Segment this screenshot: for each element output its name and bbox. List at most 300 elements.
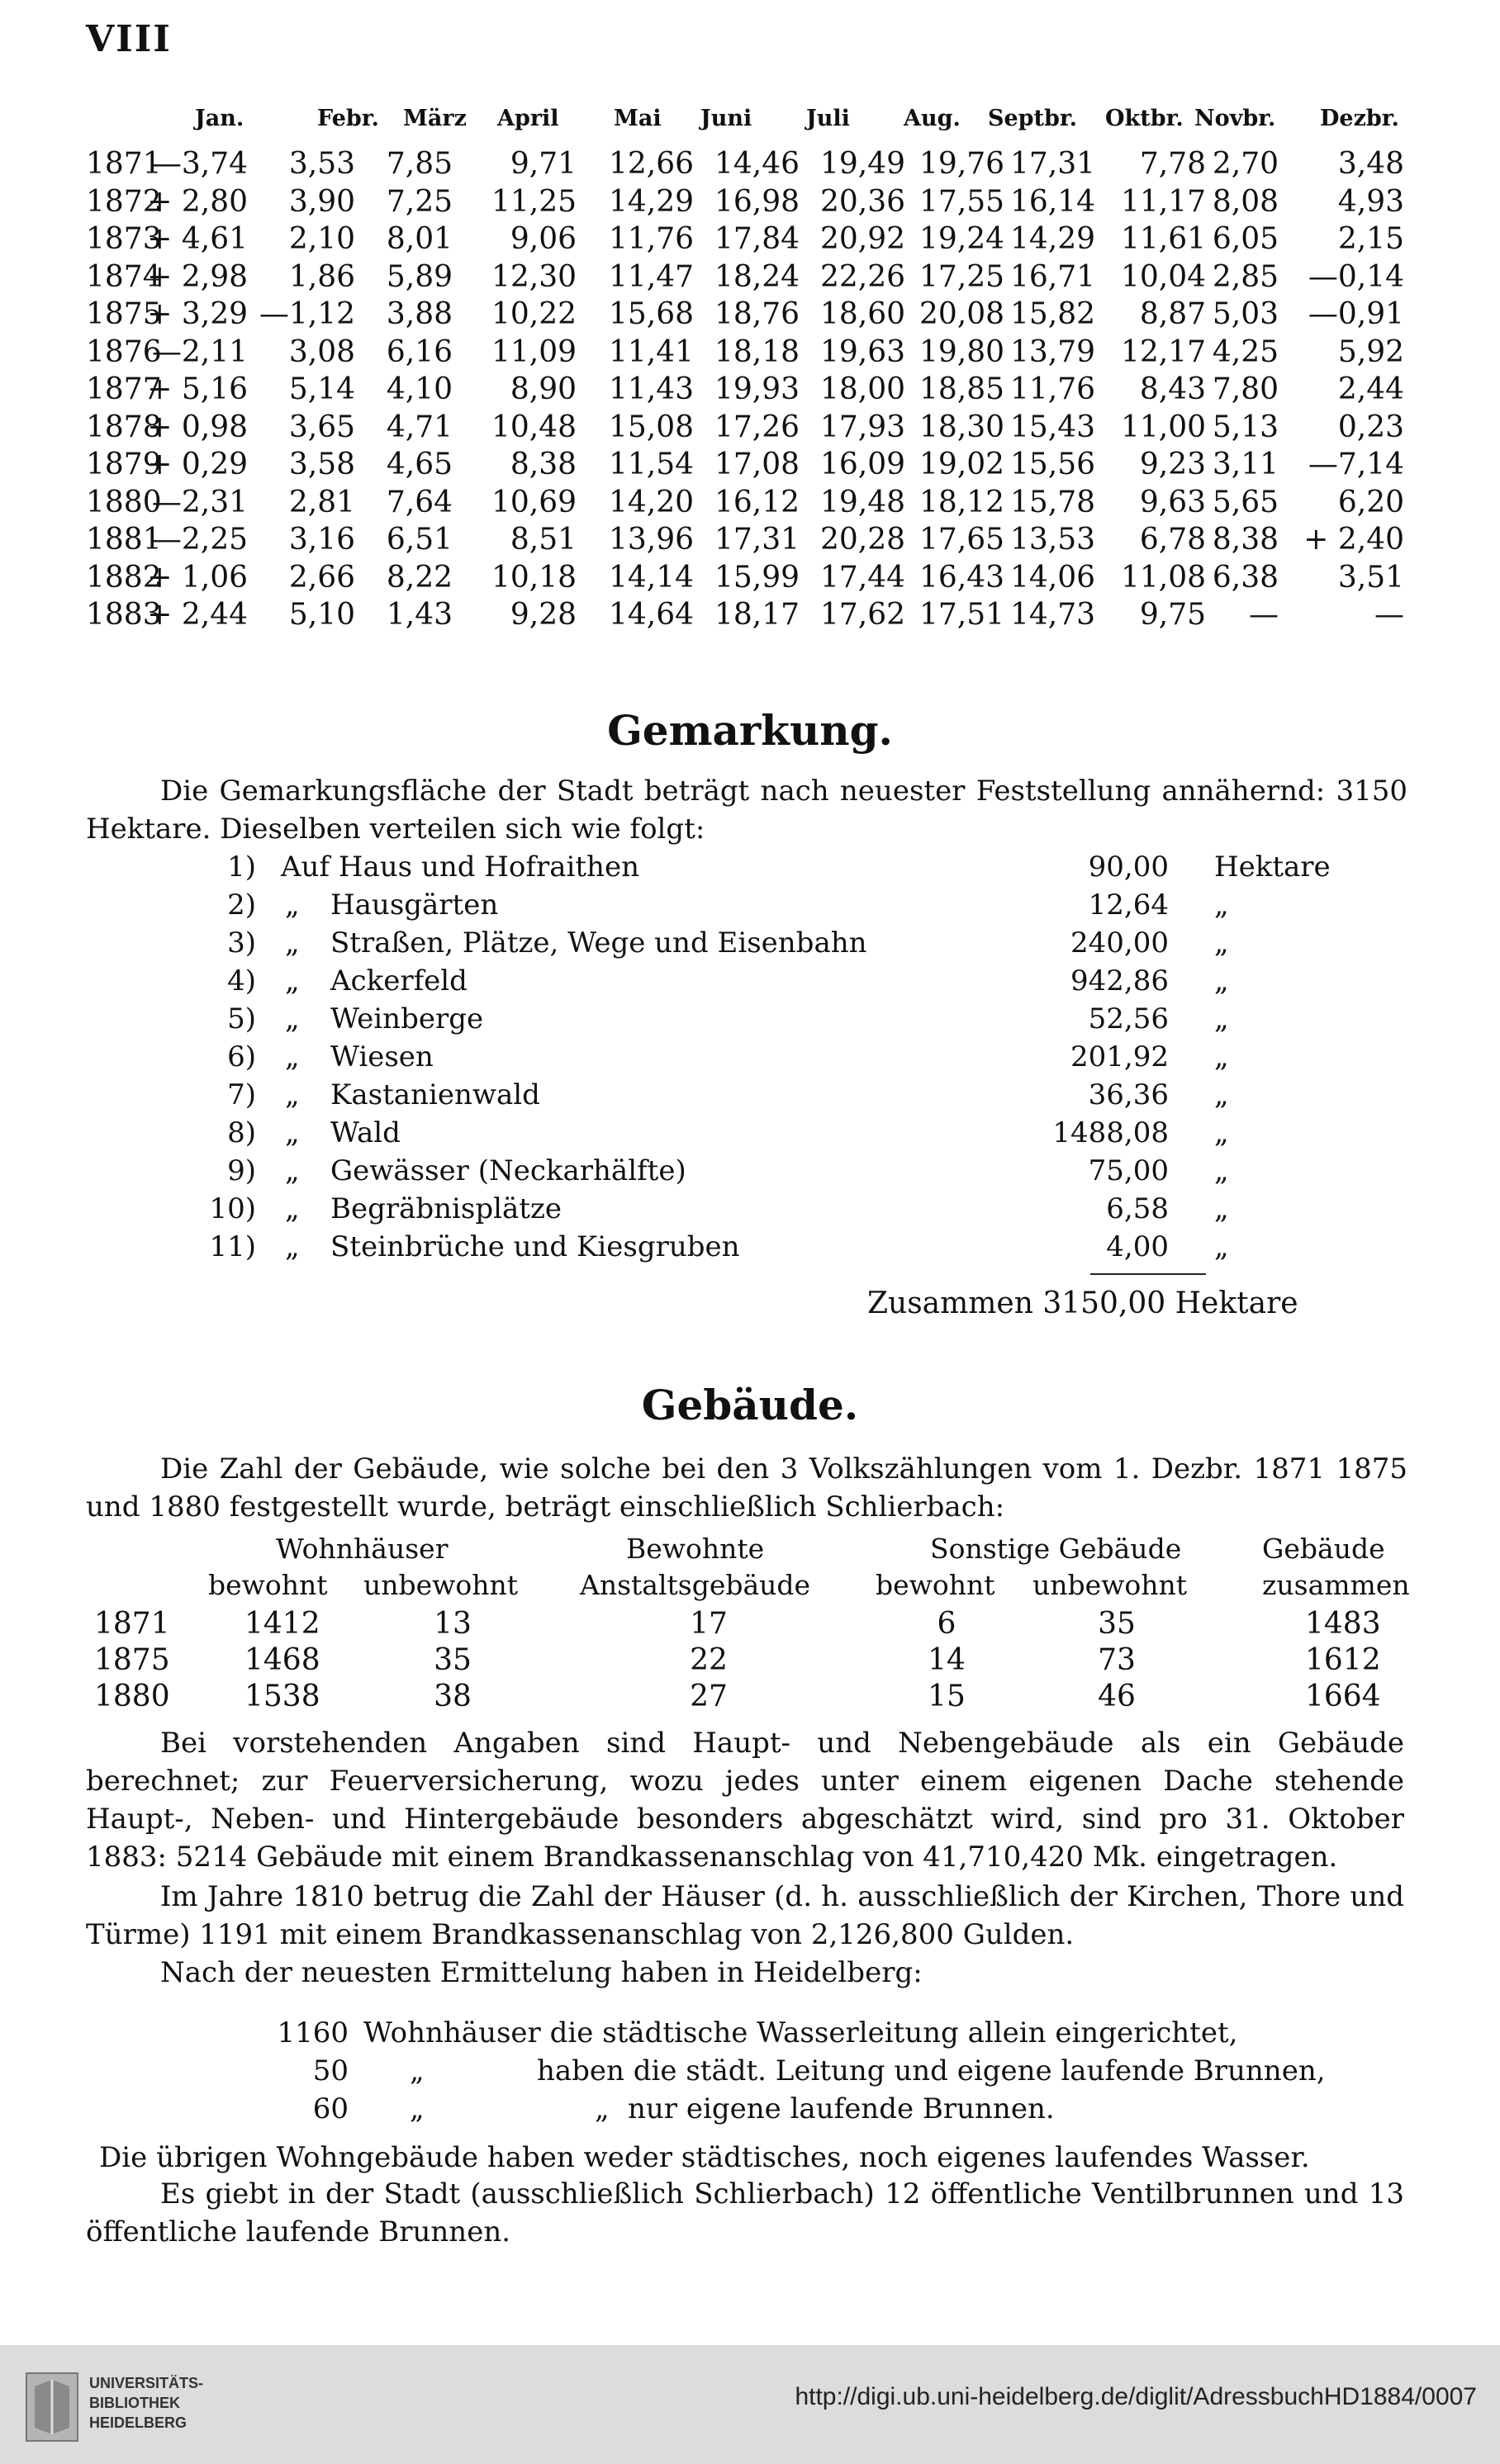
- temperature-cell: 6,51: [386, 523, 453, 557]
- item-number: 7): [227, 1078, 256, 1111]
- temperature-cell: 5,89: [386, 259, 453, 294]
- temperature-cell: 8,01: [386, 222, 453, 256]
- year-cell: 1877: [86, 372, 162, 406]
- temperature-cell: 2,66: [288, 560, 355, 595]
- temperature-cell: 3,90: [288, 184, 355, 219]
- temperature-cell: 14,73: [1009, 598, 1095, 632]
- temperature-cell: 7,64: [386, 485, 453, 519]
- temperature-cell: 11,76: [1009, 372, 1095, 406]
- month-header: Oktbr.: [1105, 106, 1184, 131]
- temperature-cell: 19,48: [819, 485, 905, 519]
- col-group-gebaeude: Gebäude: [1262, 1533, 1385, 1565]
- temperature-cell: 14,29: [1009, 222, 1095, 256]
- item-value: 1488,08: [1052, 1116, 1169, 1149]
- buildings-cell: 35: [1098, 1607, 1136, 1641]
- temperature-cell: 20,36: [819, 184, 905, 219]
- item-value: 36,36: [1088, 1078, 1169, 1111]
- temperature-cell: 3,51: [1337, 560, 1404, 595]
- item-unit: „: [1214, 1230, 1229, 1263]
- item-number: 5): [227, 1002, 256, 1035]
- temperature-cell: + 2,80: [147, 184, 248, 219]
- temperature-cell: 18,76: [714, 297, 800, 331]
- temperature-cell: 15,43: [1009, 410, 1095, 444]
- gebaeude-heading: Gebäude.: [641, 1381, 859, 1429]
- item-label: Weinberge: [330, 1002, 484, 1035]
- temperature-table-header: [0, 106, 1500, 139]
- water-text: Wohnhäuser die städtische Wasserleitung allein eingerichtet,: [363, 2016, 1238, 2049]
- item-value: 75,00: [1088, 1154, 1169, 1187]
- temperature-cell: 17,55: [919, 184, 1004, 219]
- temperature-cell: 22,26: [819, 259, 905, 294]
- temperature-cell: 20,92: [819, 222, 905, 256]
- ditto-mark: „: [285, 926, 300, 960]
- item-value: 4,00: [1106, 1230, 1169, 1263]
- buildings-cell: 13: [434, 1607, 472, 1641]
- temperature-cell: 19,80: [919, 334, 1004, 369]
- buildings-cell: 1612: [1305, 1643, 1381, 1677]
- item-label: Wiesen: [330, 1040, 434, 1073]
- gemarkung-item: [0, 1230, 1500, 1268]
- paragraph-houses-1810: Im Jahre 1810 betrug die Zahl der Häuser (d. h. ausschließlich der Kirchen, Thore und Türme) 1191 mit einem Brandkassenanschlag von 2,126,800 Gulden.: [86, 1880, 1404, 1951]
- water-count: 50: [312, 2054, 349, 2087]
- item-unit: „: [1214, 964, 1229, 997]
- year-cell: 1873: [86, 222, 162, 256]
- month-header: Juli: [806, 106, 850, 131]
- item-number: 6): [227, 1040, 256, 1073]
- item-number: 4): [227, 964, 256, 997]
- ditto-mark: „: [285, 1002, 300, 1035]
- year-cell: 1871: [94, 1607, 170, 1641]
- temperature-cell: 2,15: [1337, 222, 1404, 256]
- sub-header: Anstaltsgebäude: [580, 1569, 811, 1601]
- item-label: Ackerfeld: [330, 964, 468, 997]
- temperature-cell: 4,93: [1337, 184, 1404, 219]
- year-cell: 1875: [94, 1643, 170, 1677]
- temperature-row: [0, 448, 1500, 486]
- temperature-cell: 14,64: [608, 598, 694, 632]
- gebaeude-intro: Die Zahl der Gebäude, wie solche bei den 3 Volkszählungen vom 1. Dezbr. 1871 1875 und 1880 festgestellt wurde, beträgt einschließlich Schlierbach:: [86, 1452, 1407, 1523]
- ditto-mark: „: [285, 1078, 300, 1111]
- temperature-cell: 19,93: [714, 372, 800, 406]
- temperature-cell: 18,17: [714, 598, 800, 632]
- temperature-cell: 3,48: [1337, 147, 1404, 181]
- paragraph-other-buildings: Die übrigen Wohngebäude haben weder städtisches, noch eigenes laufendes Wasser.: [99, 2141, 1310, 2174]
- temperature-row: [0, 561, 1500, 599]
- temperature-cell: + 2,40: [1303, 523, 1404, 557]
- item-number: 10): [209, 1192, 256, 1225]
- temperature-cell: 5,14: [288, 372, 355, 406]
- temperature-cell: 8,38: [1212, 523, 1279, 557]
- temperature-cell: 18,18: [714, 334, 800, 369]
- temperature-cell: 0,23: [1337, 410, 1404, 444]
- temperature-cell: 15,68: [608, 297, 694, 331]
- temperature-cell: 6,05: [1212, 222, 1279, 256]
- temperature-cell: 17,51: [919, 598, 1004, 632]
- temperature-cell: 16,43: [919, 560, 1004, 595]
- temperature-row: [0, 598, 1500, 636]
- item-number: 9): [227, 1154, 256, 1187]
- temperature-cell: —0,14: [1308, 259, 1404, 294]
- temperature-cell: 11,76: [608, 222, 694, 256]
- temperature-cell: 14,29: [608, 184, 694, 219]
- buildings-cell: 6: [937, 1607, 956, 1641]
- temperature-cell: 6,16: [386, 334, 453, 369]
- temperature-cell: 8,43: [1139, 372, 1206, 406]
- month-header: März: [403, 106, 467, 131]
- temperature-cell: 16,14: [1009, 184, 1095, 219]
- temperature-cell: 7,25: [386, 184, 453, 219]
- sum-rule: [1090, 1273, 1206, 1275]
- temperature-cell: 19,02: [919, 448, 1004, 481]
- temperature-cell: 3,65: [288, 410, 355, 444]
- sub-header: zusammen: [1262, 1569, 1410, 1601]
- temperature-cell: 11,00: [1120, 410, 1206, 444]
- buildings-cell: 14: [928, 1643, 966, 1677]
- ditto-mark: „: [285, 1230, 300, 1263]
- buildings-cell: 73: [1098, 1643, 1136, 1677]
- temperature-cell: —2,25: [151, 523, 248, 557]
- temperature-cell: 15,82: [1009, 297, 1095, 331]
- temperature-cell: 15,56: [1009, 448, 1095, 481]
- temperature-cell: —1,12: [259, 297, 355, 331]
- temperature-cell: 9,23: [1139, 448, 1206, 481]
- temperature-cell: + 3,29: [147, 297, 248, 331]
- temperature-row: [0, 410, 1500, 448]
- temperature-cell: —2,31: [151, 485, 248, 519]
- temperature-cell: 6,78: [1139, 523, 1206, 557]
- buildings-cell: 1664: [1305, 1680, 1381, 1713]
- temperature-cell: 8,90: [510, 372, 577, 406]
- temperature-cell: 17,65: [919, 523, 1004, 557]
- temperature-cell: —: [1374, 598, 1404, 632]
- water-count: 60: [312, 2092, 349, 2125]
- temperature-cell: 17,62: [819, 598, 905, 632]
- item-unit: „: [1214, 1002, 1229, 1035]
- item-label: Steinbrüche und Kiesgruben: [330, 1230, 740, 1263]
- ditto-mark: „: [285, 1154, 300, 1187]
- temperature-cell: 10,18: [491, 560, 577, 595]
- footer-bar: [0, 2345, 1500, 2464]
- item-number: 11): [209, 1230, 256, 1263]
- temperature-cell: 4,10: [386, 372, 453, 406]
- year-cell: 1880: [86, 485, 162, 519]
- buildings-cell: 1483: [1305, 1607, 1381, 1641]
- page-number: VIII: [86, 18, 172, 60]
- year-cell: 1874: [86, 259, 162, 294]
- water-text: nur eigene laufende Brunnen.: [628, 2092, 1055, 2125]
- temperature-cell: 7,85: [386, 147, 453, 181]
- gemarkung-item: [0, 1040, 1500, 1078]
- temperature-cell: 13,96: [608, 523, 694, 557]
- paragraph-water-intro: Nach der neuesten Ermittelung haben in Heidelberg:: [160, 1956, 923, 1989]
- temperature-cell: 16,09: [819, 448, 905, 481]
- gemarkung-list: [0, 851, 1500, 1268]
- temperature-cell: 18,24: [714, 259, 800, 294]
- water-text: haben die städt. Leitung und eigene laufende Brunnen,: [537, 2054, 1326, 2087]
- water-count: 1160: [277, 2016, 349, 2049]
- sub-header: bewohnt: [876, 1569, 995, 1601]
- temperature-cell: 1,43: [386, 598, 453, 632]
- year-cell: 1880: [94, 1680, 170, 1713]
- temperature-cell: 13,53: [1009, 523, 1095, 557]
- temperature-cell: 13,79: [1009, 334, 1095, 369]
- buildings-row: [0, 1680, 1500, 1718]
- temperature-cell: + 5,16: [147, 372, 248, 406]
- temperature-cell: 17,25: [919, 259, 1004, 294]
- temperature-cell: 3,58: [288, 448, 355, 481]
- library-name: UNIVERSITÄTS- BIBLIOTHEK HEIDELBERG: [89, 2375, 204, 2431]
- item-number: 1): [227, 851, 256, 884]
- library-logo-icon: [23, 2370, 81, 2444]
- ditto-mark: „: [285, 964, 300, 997]
- temperature-cell: 5,65: [1212, 485, 1279, 519]
- month-header: Dezbr.: [1320, 106, 1399, 131]
- temperature-cell: 18,00: [819, 372, 905, 406]
- col-group-wohnhaeuser: Wohnhäuser: [276, 1533, 449, 1565]
- temperature-cell: 18,60: [819, 297, 905, 331]
- gemarkung-item: [0, 1116, 1500, 1154]
- temperature-cell: 10,22: [491, 297, 577, 331]
- temperature-cell: 9,71: [510, 147, 577, 181]
- year-cell: 1883: [86, 598, 162, 632]
- item-unit: „: [1214, 888, 1229, 922]
- temperature-cell: 8,51: [510, 523, 577, 557]
- temperature-cell: —3,74: [151, 147, 248, 181]
- buildings-row: [0, 1607, 1500, 1645]
- temperature-row: [0, 147, 1500, 185]
- temperature-cell: 19,76: [919, 147, 1004, 181]
- temperature-cell: 8,38: [510, 448, 577, 481]
- year-cell: 1875: [86, 297, 162, 331]
- item-label: Gewässer (Neckarhälfte): [330, 1154, 686, 1187]
- temperature-row: [0, 222, 1500, 260]
- temperature-cell: 5,92: [1337, 334, 1404, 369]
- temperature-cell: 16,12: [714, 485, 800, 519]
- temperature-cell: 2,70: [1212, 147, 1279, 181]
- temperature-cell: 2,10: [288, 222, 355, 256]
- temperature-cell: 11,25: [491, 184, 577, 219]
- temperature-cell: 12,30: [491, 259, 577, 294]
- temperature-cell: 14,14: [608, 560, 694, 595]
- item-label: Begräbnisplätze: [330, 1192, 562, 1225]
- temperature-cell: 19,63: [819, 334, 905, 369]
- temperature-cell: 14,20: [608, 485, 694, 519]
- temperature-cell: 3,08: [288, 334, 355, 369]
- ditto-mark: „: [285, 888, 300, 922]
- ditto-mark: „: [410, 2054, 425, 2087]
- temperature-cell: 15,99: [714, 560, 800, 595]
- temperature-cell: 16,71: [1009, 259, 1095, 294]
- temperature-cell: 3,88: [386, 297, 453, 331]
- temperature-cell: 11,54: [608, 448, 694, 481]
- year-cell: 1878: [86, 410, 162, 444]
- temperature-cell: + 2,98: [147, 259, 248, 294]
- gemarkung-item: [0, 1002, 1500, 1040]
- temperature-cell: 2,85: [1212, 259, 1279, 294]
- temperature-cell: 17,84: [714, 222, 800, 256]
- ditto-mark: „: [595, 2092, 610, 2125]
- item-unit: „: [1214, 1192, 1229, 1225]
- sub-header: unbewohnt: [363, 1569, 519, 1601]
- temperature-cell: + 0,98: [147, 410, 248, 444]
- temperature-cell: 3,53: [288, 147, 355, 181]
- temperature-cell: 15,78: [1009, 485, 1095, 519]
- sub-header: bewohnt: [208, 1569, 328, 1601]
- temperature-row: [0, 185, 1500, 223]
- temperature-cell: 11,09: [491, 334, 577, 369]
- buildings-cell: 22: [690, 1643, 728, 1677]
- month-header: Aug.: [904, 106, 961, 131]
- gemarkung-item: [0, 888, 1500, 926]
- temperature-cell: 7,80: [1212, 372, 1279, 406]
- temperature-cell: 11,17: [1120, 184, 1206, 219]
- temperature-cell: + 0,29: [147, 448, 248, 481]
- temperature-cell: 4,25: [1212, 334, 1279, 369]
- temperature-row: [0, 523, 1500, 561]
- temperature-row: [0, 372, 1500, 410]
- paragraph-fountains: Es giebt in der Stadt (ausschließlich Schlierbach) 12 öffentliche Ventilbrunnen und 13 öffentliche laufende Brunnen.: [86, 2177, 1404, 2248]
- temperature-cell: 9,75: [1139, 598, 1206, 632]
- temperature-row: [0, 260, 1500, 298]
- year-cell: 1876: [86, 334, 162, 369]
- temperature-cell: 4,71: [386, 410, 453, 444]
- item-unit: „: [1214, 926, 1229, 960]
- temperature-cell: + 4,61: [147, 222, 248, 256]
- buildings-cell: 46: [1098, 1680, 1136, 1713]
- gemarkung-heading: Gemarkung.: [607, 706, 893, 755]
- temperature-cell: 11,43: [608, 372, 694, 406]
- temperature-cell: 11,41: [608, 334, 694, 369]
- temperature-cell: 1,86: [288, 259, 355, 294]
- item-value: 201,92: [1070, 1040, 1169, 1073]
- buildings-cell: 27: [690, 1680, 728, 1713]
- temperature-cell: 11,47: [608, 259, 694, 294]
- item-number: 3): [227, 926, 256, 960]
- temperature-cell: 17,31: [714, 523, 800, 557]
- item-unit: „: [1214, 1116, 1229, 1149]
- temperature-cell: 8,22: [386, 560, 453, 595]
- item-value: 6,58: [1106, 1192, 1169, 1225]
- item-value: 942,86: [1070, 964, 1169, 997]
- ditto-mark: „: [285, 1040, 300, 1073]
- item-value: 12,64: [1088, 888, 1169, 922]
- gemarkung-item: [0, 851, 1500, 888]
- temperature-cell: 17,08: [714, 448, 800, 481]
- month-header: Febr.: [317, 106, 379, 131]
- temperature-cell: 10,69: [491, 485, 577, 519]
- gemarkung-intro: Die Gemarkungsfläche der Stadt beträgt nach neuester Feststellung annähernd: 3150 Hektare. Dieselben verteilen sich wie folgt:: [86, 775, 1407, 846]
- temperature-cell: + 1,06: [147, 560, 248, 595]
- temperature-cell: 18,85: [919, 372, 1004, 406]
- temperature-table: [0, 147, 1500, 636]
- sub-header: unbewohnt: [1032, 1569, 1188, 1601]
- temperature-cell: —7,14: [1308, 448, 1404, 481]
- gemarkung-total: Zusammen 3150,00 Hektare: [867, 1286, 1298, 1320]
- temperature-cell: 6,20: [1337, 485, 1404, 519]
- source-url-link[interactable]: http://digi.ub.uni-heidelberg.de/diglit/AdressbuchHD1884/0007: [795, 2383, 1477, 2410]
- month-header: Juni: [700, 106, 752, 131]
- year-cell: 1872: [86, 184, 162, 219]
- temperature-row: [0, 486, 1500, 524]
- temperature-cell: 16,98: [714, 184, 800, 219]
- temperature-cell: 6,38: [1212, 560, 1279, 595]
- temperature-cell: 17,44: [819, 560, 905, 595]
- temperature-cell: 19,49: [819, 147, 905, 181]
- item-unit: Hektare: [1214, 851, 1331, 884]
- month-header: April: [497, 106, 559, 131]
- temperature-cell: 11,61: [1120, 222, 1206, 256]
- buildings-cell: 17: [690, 1607, 728, 1641]
- temperature-cell: 18,30: [919, 410, 1004, 444]
- buildings-cell: 1538: [244, 1680, 320, 1713]
- temperature-cell: —2,11: [151, 334, 248, 369]
- col-group-sonstige: Sonstige Gebäude: [930, 1533, 1182, 1565]
- temperature-cell: 2,44: [1337, 372, 1404, 406]
- temperature-cell: 9,28: [510, 598, 577, 632]
- item-value: 240,00: [1070, 926, 1169, 960]
- item-label: Straßen, Plätze, Wege und Eisenbahn: [330, 926, 867, 960]
- gemarkung-item: [0, 1192, 1500, 1230]
- month-header: Jan.: [195, 106, 244, 131]
- item-number: 2): [227, 888, 256, 922]
- item-value: 52,56: [1088, 1002, 1169, 1035]
- temperature-cell: 19,24: [919, 222, 1004, 256]
- buildings-cell: 1468: [244, 1643, 320, 1677]
- year-cell: 1871: [86, 147, 162, 181]
- temperature-cell: 5,13: [1212, 410, 1279, 444]
- temperature-row: [0, 297, 1500, 335]
- temperature-cell: 8,87: [1139, 297, 1206, 331]
- temperature-cell: 10,48: [491, 410, 577, 444]
- temperature-cell: 11,08: [1120, 560, 1206, 595]
- buildings-row: [0, 1643, 1500, 1681]
- temperature-cell: 4,65: [386, 448, 453, 481]
- temperature-cell: 17,93: [819, 410, 905, 444]
- temperature-cell: —: [1249, 598, 1279, 632]
- paragraph-fire-insurance: Bei vorstehenden Angaben sind Haupt- und Nebengebäude als ein Gebäude berechnet; zur Feuerversicherung, wozu jedes unter einem eigenen Dache stehende Haupt-, Neben- und Hintergebäude besonders abgeschätzt wird, sind pro 31. Oktober 1883: 5214 Gebäude mit einem Brandkassenanschlag von 41,710,420 Mk. eingetragen.: [86, 1727, 1404, 1874]
- item-value: 90,00: [1088, 851, 1169, 884]
- year-cell: 1879: [86, 448, 162, 481]
- temperature-cell: 5,03: [1212, 297, 1279, 331]
- month-header: Septbr.: [988, 106, 1078, 131]
- year-cell: 1882: [86, 560, 162, 595]
- item-number: 8): [227, 1116, 256, 1149]
- temperature-cell: 7,78: [1139, 147, 1206, 181]
- item-label: Hausgärten: [330, 888, 499, 922]
- gemarkung-item: [0, 1078, 1500, 1116]
- temperature-cell: 5,10: [288, 598, 355, 632]
- year-cell: 1881: [86, 523, 162, 557]
- buildings-cell: 38: [434, 1680, 472, 1713]
- temperature-cell: 17,26: [714, 410, 800, 444]
- item-unit: „: [1214, 1040, 1229, 1073]
- gemarkung-item: [0, 1154, 1500, 1192]
- temperature-cell: 8,08: [1212, 184, 1279, 219]
- temperature-cell: 18,12: [919, 485, 1004, 519]
- month-header: Novbr.: [1194, 106, 1276, 131]
- buildings-cell: 35: [434, 1643, 472, 1677]
- temperature-cell: 3,11: [1212, 448, 1279, 481]
- temperature-cell: —0,91: [1308, 297, 1404, 331]
- buildings-cell: 1412: [244, 1607, 320, 1641]
- temperature-cell: 15,08: [608, 410, 694, 444]
- gemarkung-item: [0, 926, 1500, 964]
- ditto-mark: „: [410, 2092, 425, 2125]
- temperature-cell: 14,46: [714, 147, 800, 181]
- col-group-bewohnte: Bewohnte: [626, 1533, 765, 1565]
- temperature-cell: 10,04: [1120, 259, 1206, 294]
- temperature-cell: 20,08: [919, 297, 1004, 331]
